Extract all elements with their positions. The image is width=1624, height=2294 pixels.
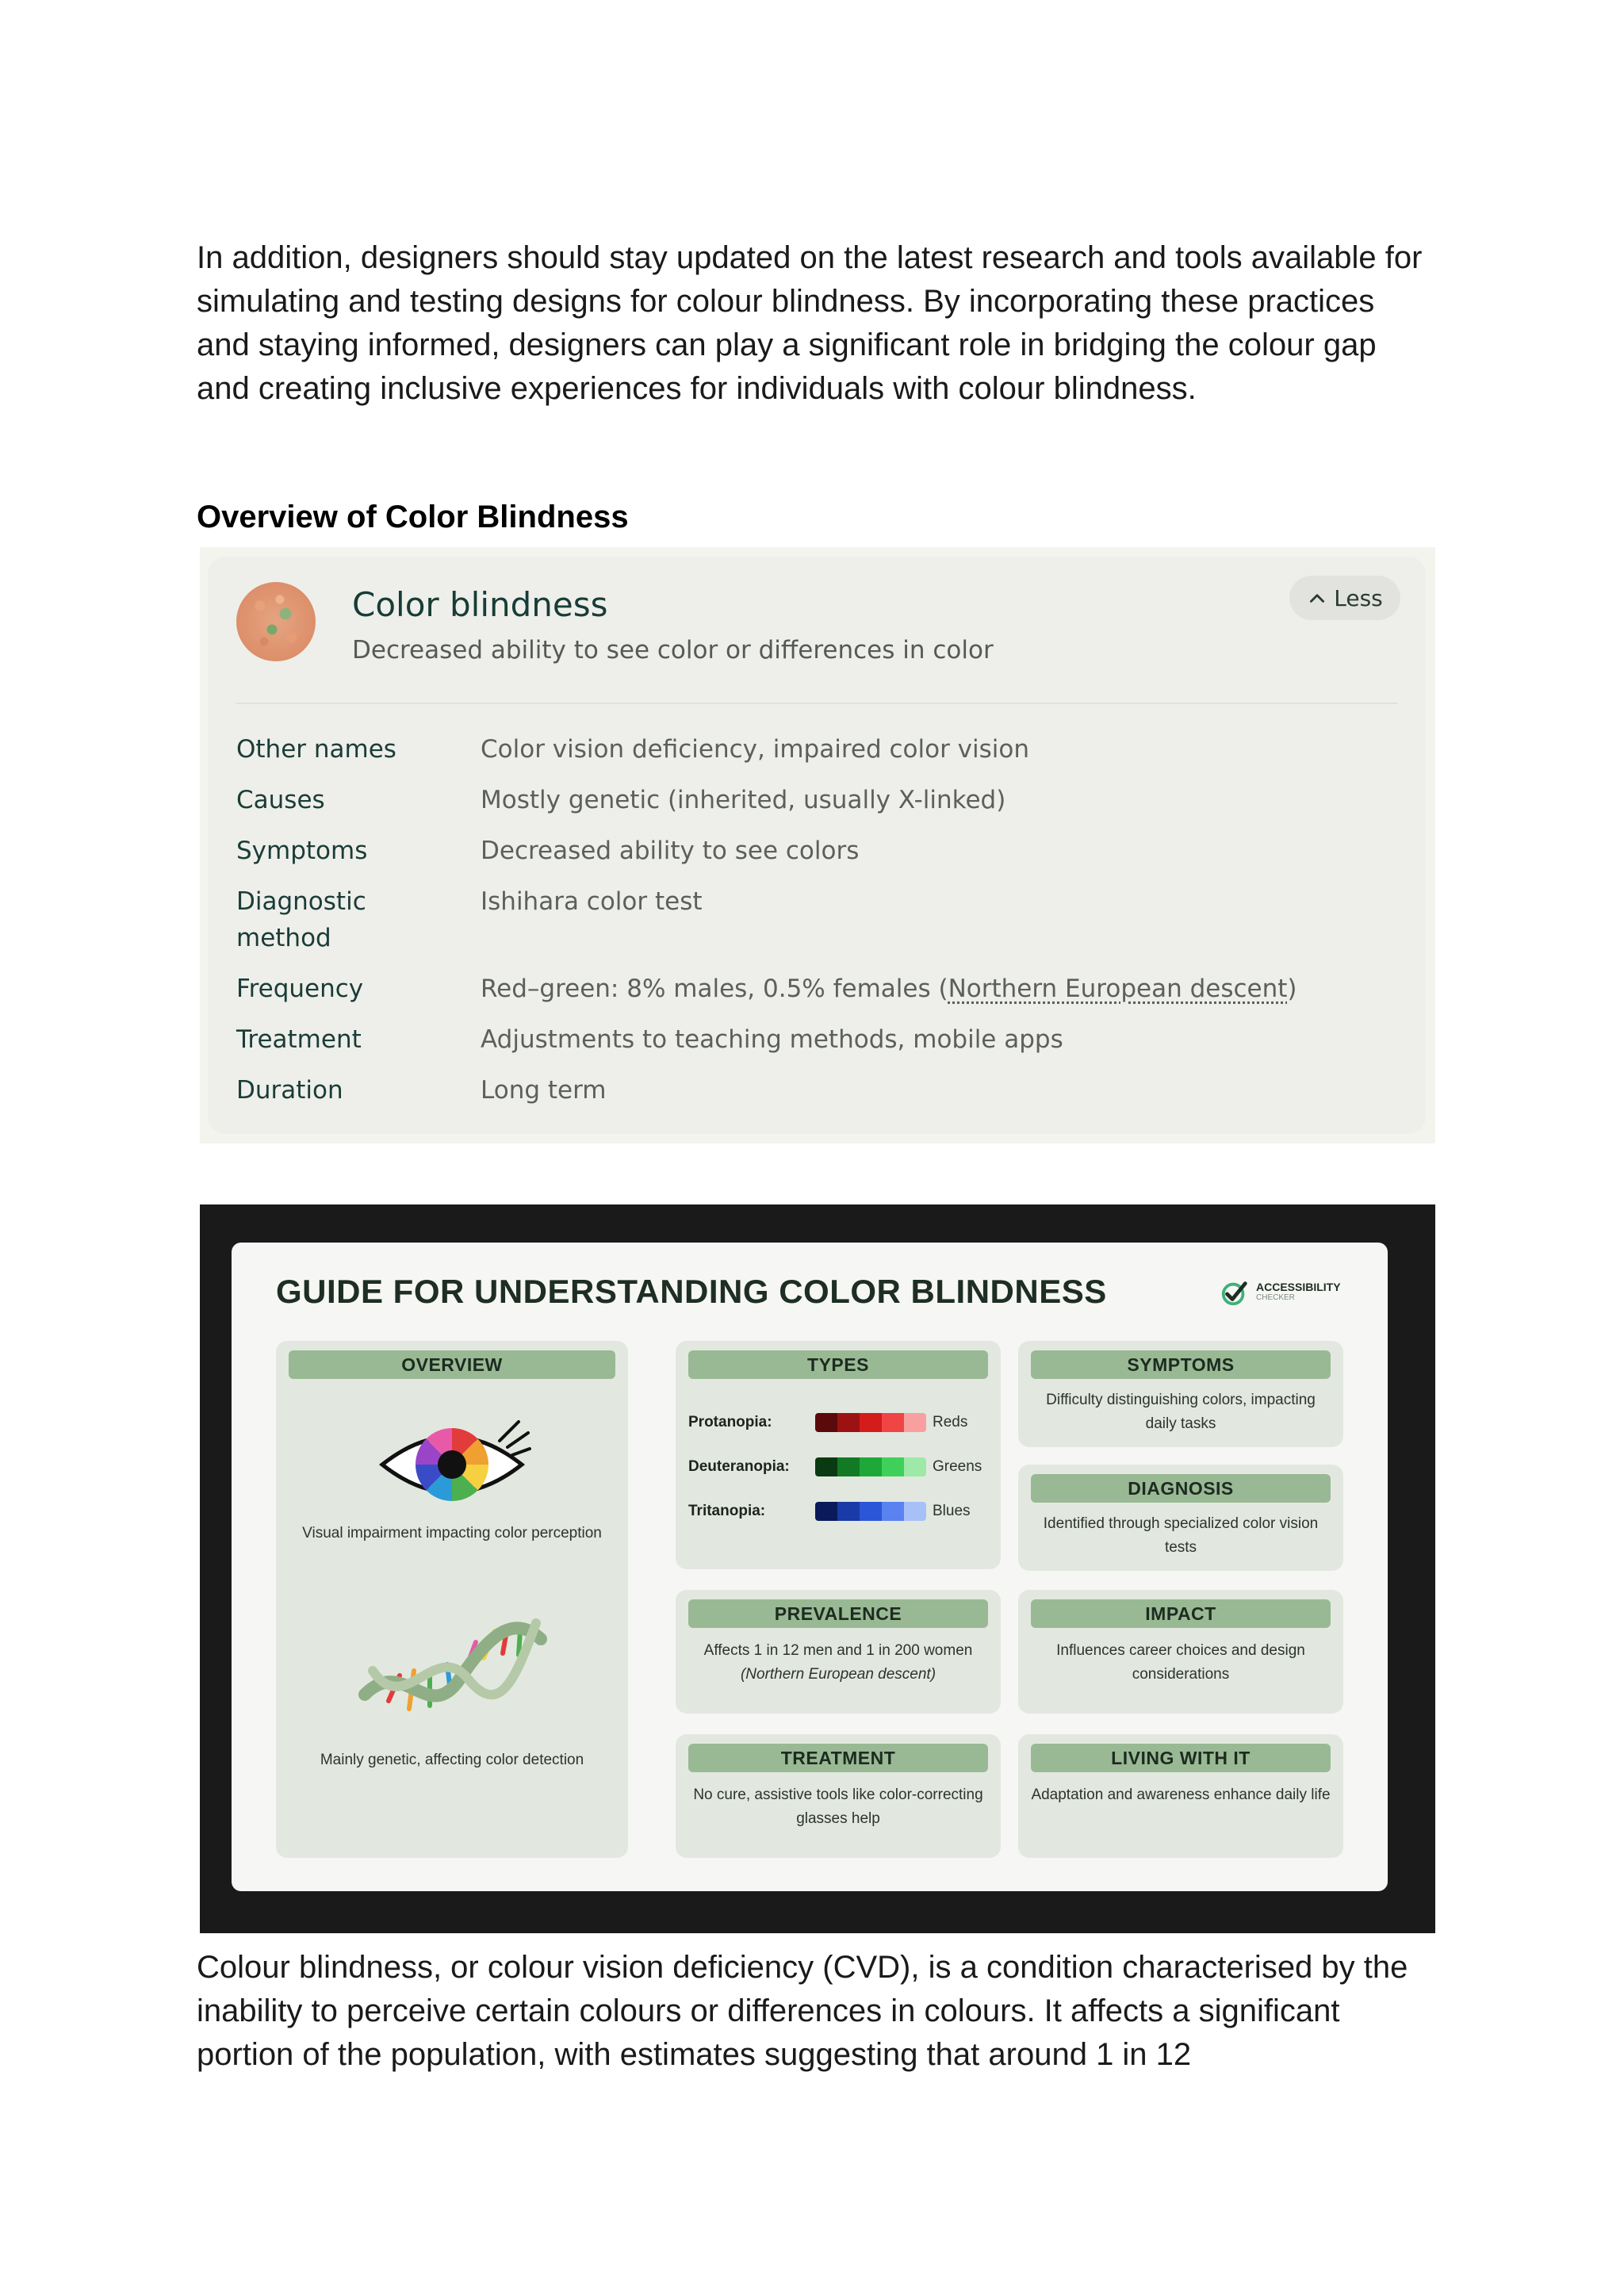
living-with-it-heading: LIVING WITH IT bbox=[1031, 1744, 1331, 1772]
fact-label: Causes bbox=[236, 786, 325, 814]
treatment-text: No cure, assistive tools like color-correcting glasses help bbox=[693, 1787, 983, 1827]
impact-heading: IMPACT bbox=[1031, 1599, 1331, 1628]
northern-european-descent-link[interactable]: Northern European descent bbox=[948, 975, 1288, 1003]
logo-subtext: CHECKER bbox=[1256, 1293, 1295, 1302]
knowledge-panel-subtitle: Decreased ability to see color or differences in color bbox=[352, 636, 994, 664]
type-label: Protanopia: bbox=[688, 1414, 772, 1430]
overview-card bbox=[276, 1341, 628, 1858]
treatment-card bbox=[676, 1734, 1001, 1858]
impact-card bbox=[1018, 1590, 1343, 1714]
fact-value: Color vision deficiency, impaired color vision bbox=[481, 735, 1030, 764]
symptoms-card bbox=[1018, 1341, 1343, 1447]
red-gradient-bar bbox=[815, 1413, 926, 1432]
type-label: Deuteranopia: bbox=[688, 1458, 790, 1475]
fact-label: Symptoms bbox=[236, 837, 368, 865]
overview-eye-caption: Visual impairment impacting color perception bbox=[302, 1525, 602, 1541]
less-button[interactable] bbox=[1289, 576, 1400, 620]
dna-helix-illustration bbox=[357, 1607, 547, 1734]
less-button-label: Less bbox=[1334, 584, 1383, 611]
type-row-deuteranopia bbox=[688, 1455, 990, 1479]
accessibility-checker-logo bbox=[1220, 1277, 1341, 1308]
ishihara-plate-thumbnail bbox=[236, 582, 316, 661]
fact-value: Adjustments to teaching methods, mobile apps bbox=[481, 1025, 1063, 1054]
knowledge-panel-card bbox=[208, 557, 1426, 1134]
diagnosis-card bbox=[1018, 1465, 1343, 1571]
eye-illustration bbox=[373, 1417, 531, 1512]
overview-heading: OVERVIEW bbox=[289, 1350, 615, 1379]
section-heading: Overview of Color Blindness bbox=[197, 500, 629, 534]
divider bbox=[236, 703, 1397, 704]
prevalence-note: (Northern European descent) bbox=[740, 1666, 936, 1683]
fact-value: Ishihara color test bbox=[481, 887, 703, 916]
symptoms-heading: SYMPTOMS bbox=[1031, 1350, 1331, 1379]
symptoms-text: Difficulty distinguishing colors, impacting daily tasks bbox=[1046, 1392, 1316, 1432]
infographic-frame bbox=[200, 1204, 1435, 1933]
checkmark-logo-icon bbox=[1220, 1277, 1250, 1308]
fact-label: Diagnostic method bbox=[236, 887, 366, 952]
diagnosis-text: Identified through specialized color vision tests bbox=[1043, 1515, 1319, 1556]
fact-label: Other names bbox=[236, 735, 396, 764]
green-gradient-bar bbox=[815, 1457, 926, 1476]
frequency-text: Red–green: 8% males, 0.5% females ( bbox=[481, 975, 948, 1003]
diagnosis-heading: DIAGNOSIS bbox=[1031, 1474, 1331, 1503]
prevalence-text: Affects 1 in 12 men and 1 in 200 women bbox=[703, 1642, 973, 1659]
impact-text: Influences career choices and design considerations bbox=[1056, 1642, 1305, 1683]
type-name: Blues bbox=[933, 1503, 971, 1519]
prevalence-card bbox=[676, 1590, 1001, 1714]
fact-value: Long term bbox=[481, 1076, 607, 1105]
type-row-tritanopia bbox=[688, 1499, 990, 1523]
fact-label: Duration bbox=[236, 1076, 343, 1105]
living-with-it-text: Adaptation and awareness enhance daily life bbox=[1031, 1787, 1331, 1803]
knowledge-panel-title: Color blindness bbox=[352, 585, 608, 624]
living-with-it-card bbox=[1018, 1734, 1343, 1858]
frequency-text-end: ) bbox=[1287, 975, 1297, 1003]
type-label: Tritanopia: bbox=[688, 1503, 766, 1519]
types-heading: TYPES bbox=[688, 1350, 988, 1379]
fact-label: Treatment bbox=[236, 1025, 362, 1054]
prevalence-heading: PREVALENCE bbox=[688, 1599, 988, 1628]
chevron-up-icon bbox=[1307, 588, 1327, 608]
knowledge-panel bbox=[200, 547, 1435, 1143]
types-card bbox=[676, 1341, 1001, 1569]
overview-dna-caption: Mainly genetic, affecting color detection bbox=[320, 1752, 584, 1768]
type-name: Reds bbox=[933, 1414, 968, 1430]
blue-gradient-bar bbox=[815, 1502, 926, 1521]
fact-value bbox=[481, 971, 1385, 1007]
treatment-heading: TREATMENT bbox=[688, 1744, 988, 1772]
intro-paragraph: In addition, designers should stay updated on the latest research and tools available for simulating and testing designs for colour blindness. By incorporating these practices and staying informed, designers can play a significant role in bridging the colour gap and creating inclusive experiences for individuals with colour blindness. bbox=[197, 240, 1423, 406]
fact-value: Decreased ability to see colors bbox=[481, 837, 860, 865]
infographic-panel bbox=[232, 1243, 1388, 1891]
fact-value: Mostly genetic (inherited, usually X-linked) bbox=[481, 786, 1006, 814]
infographic-title: GUIDE FOR UNDERSTANDING COLOR BLINDNESS bbox=[276, 1273, 1107, 1310]
cvd-paragraph: Colour blindness, or colour vision deficiency (CVD), is a condition characterised by the inability to perceive certain colours or differences in colours. It affects a significant portion of the population, with estimates suggesting that around 1 in 12 bbox=[197, 1950, 1408, 2072]
fact-label: Frequency bbox=[236, 975, 364, 1003]
logo-text: ACCESSIBILITY bbox=[1256, 1281, 1341, 1293]
type-name: Greens bbox=[933, 1458, 982, 1475]
type-row-protanopia bbox=[688, 1411, 990, 1434]
